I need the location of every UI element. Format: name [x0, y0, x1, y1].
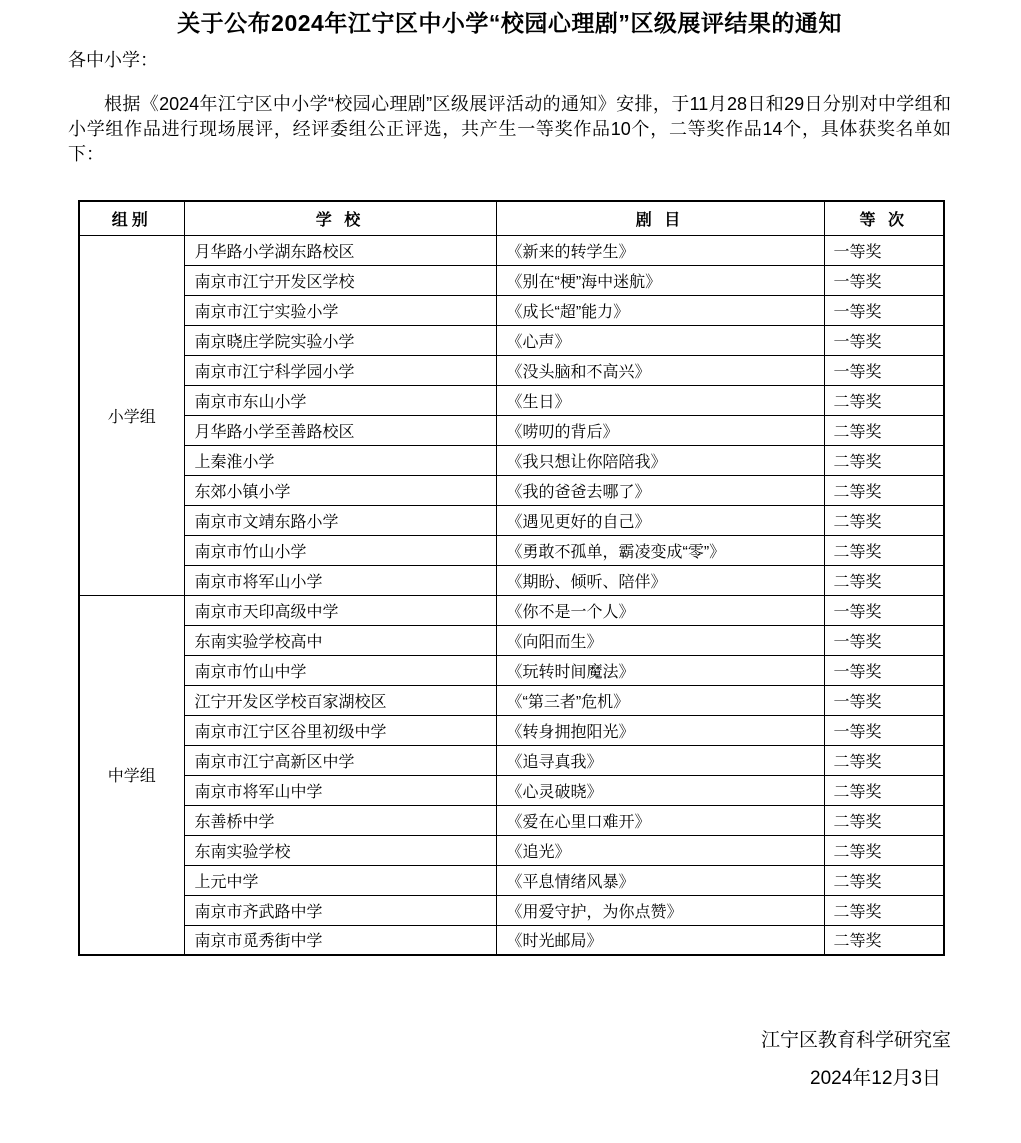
- drama-cell: 《没头脑和不高兴》: [496, 355, 824, 385]
- body-paragraph: 根据《2024年江宁区中小学“校园心理剧”区级展评活动的通知》安排，于11月28日和29日分别对中学组和小学组作品进行现场展评，经评委组公正评选，共产生一等奖作品10个，二等奖作品14个，具体获奖名单如下：: [68, 94, 951, 164]
- table-row: [79, 415, 944, 445]
- school-cell: 南京市觅秀街中学: [184, 925, 496, 955]
- table-row: [79, 235, 944, 265]
- table-row: [79, 325, 944, 355]
- rank-cell: 一等奖: [824, 625, 944, 655]
- rank-cell: 二等奖: [824, 775, 944, 805]
- school-cell: 江宁开发区学校百家湖校区: [184, 685, 496, 715]
- signature: 江宁区教育科学研究室: [760, 1030, 951, 1051]
- drama-cell: 《别在“梗”海中迷航》: [496, 265, 824, 295]
- drama-cell: 《用爱守护，为你点赞》: [496, 895, 824, 925]
- salutation: 各中小学：: [68, 50, 158, 70]
- table-row: [79, 655, 944, 685]
- school-cell: 上元中学: [184, 865, 496, 895]
- school-cell: 月华路小学湖东路校区: [184, 235, 496, 265]
- table-row: [79, 475, 944, 505]
- table-row: [79, 865, 944, 895]
- rank-cell: 二等奖: [824, 505, 944, 535]
- drama-cell: 《新来的转学生》: [496, 235, 824, 265]
- table-row: [79, 595, 944, 625]
- rank-cell: 二等奖: [824, 835, 944, 865]
- school-cell: 东南实验学校高中: [184, 625, 496, 655]
- drama-cell: 《生日》: [496, 385, 824, 415]
- school-cell: 南京市江宁高新区中学: [184, 745, 496, 775]
- drama-cell: 《心声》: [496, 325, 824, 355]
- school-cell: 南京市竹山中学: [184, 655, 496, 685]
- school-cell: 南京晓庄学院实验小学: [184, 325, 496, 355]
- rank-cell: 一等奖: [824, 715, 944, 745]
- drama-cell: 《唠叨的背后》: [496, 415, 824, 445]
- rank-cell: 二等奖: [824, 565, 944, 595]
- rank-cell: 二等奖: [824, 385, 944, 415]
- document-date: 2024年12月3日: [810, 1068, 941, 1089]
- rank-cell: 二等奖: [824, 415, 944, 445]
- table-row: [79, 295, 944, 325]
- rank-cell: 一等奖: [824, 235, 944, 265]
- school-cell: 月华路小学至善路校区: [184, 415, 496, 445]
- drama-cell: 《我的爸爸去哪了》: [496, 475, 824, 505]
- rank-cell: 一等奖: [824, 655, 944, 685]
- school-cell: 南京市齐武路中学: [184, 895, 496, 925]
- school-cell: 南京市江宁科学园小学: [184, 355, 496, 385]
- drama-cell: 《“第三者”危机》: [496, 685, 824, 715]
- rank-cell: 一等奖: [824, 295, 944, 325]
- drama-cell: 《爱在心里口难开》: [496, 805, 824, 835]
- footer-block: [68, 1022, 951, 1098]
- drama-cell: 《勇敢不孤单，霸凌变成“零”》: [496, 535, 824, 565]
- drama-cell: 《期盼、倾听、陪伴》: [496, 565, 824, 595]
- table-row: [79, 895, 944, 925]
- table-row: [79, 925, 944, 955]
- rank-cell: 二等奖: [824, 475, 944, 505]
- header-school: 学 校: [184, 201, 496, 235]
- table-row: [79, 265, 944, 295]
- table-row: [79, 715, 944, 745]
- drama-cell: 《平息情绪风暴》: [496, 865, 824, 895]
- rank-cell: 二等奖: [824, 805, 944, 835]
- drama-cell: 《玩转时间魔法》: [496, 655, 824, 685]
- header-drama: 剧 目: [496, 201, 824, 235]
- results-table: [78, 200, 945, 956]
- table-row: [79, 385, 944, 415]
- rank-cell: 二等奖: [824, 535, 944, 565]
- rank-cell: 二等奖: [824, 745, 944, 775]
- rank-cell: 一等奖: [824, 595, 944, 625]
- table-row: [79, 505, 944, 535]
- table-row: [79, 445, 944, 475]
- drama-cell: 《转身拥抱阳光》: [496, 715, 824, 745]
- school-cell: 南京市将军山小学: [184, 565, 496, 595]
- document-title: 关于公布2024年江宁区中小学“校园心理剧”区级展评结果的通知: [177, 10, 842, 36]
- school-cell: 东善桥中学: [184, 805, 496, 835]
- school-cell: 南京市文靖东路小学: [184, 505, 496, 535]
- rank-cell: 二等奖: [824, 895, 944, 925]
- school-cell: 上秦淮小学: [184, 445, 496, 475]
- school-cell: 南京市东山小学: [184, 385, 496, 415]
- table-row: [79, 745, 944, 775]
- rank-cell: 一等奖: [824, 265, 944, 295]
- rank-cell: 一等奖: [824, 325, 944, 355]
- table-row: [79, 565, 944, 595]
- header-group: 组别: [79, 201, 184, 235]
- table-row: [79, 355, 944, 385]
- header-rank: 等 次: [824, 201, 944, 235]
- table-row: [79, 625, 944, 655]
- school-cell: 东南实验学校: [184, 835, 496, 865]
- school-cell: 南京市江宁开发区学校: [184, 265, 496, 295]
- table-row: [79, 685, 944, 715]
- drama-cell: 《时光邮局》: [496, 925, 824, 955]
- table-row: [79, 835, 944, 865]
- group-cell-primary: 小学组: [79, 235, 184, 595]
- school-cell: 南京市将军山中学: [184, 775, 496, 805]
- drama-cell: 《追光》: [496, 835, 824, 865]
- rank-cell: 一等奖: [824, 355, 944, 385]
- drama-cell: 《成长“超”能力》: [496, 295, 824, 325]
- drama-cell: 《遇见更好的自己》: [496, 505, 824, 535]
- table-row: [79, 535, 944, 565]
- table-row: [79, 805, 944, 835]
- school-cell: 南京市天印高级中学: [184, 595, 496, 625]
- school-cell: 南京市江宁区谷里初级中学: [184, 715, 496, 745]
- drama-cell: 《我只想让你陪陪我》: [496, 445, 824, 475]
- group-cell-middle: 中学组: [79, 595, 184, 955]
- table-header-row: [79, 201, 944, 235]
- school-cell: 南京市江宁实验小学: [184, 295, 496, 325]
- drama-cell: 《你不是一个人》: [496, 595, 824, 625]
- drama-cell: 《追寻真我》: [496, 745, 824, 775]
- school-cell: 南京市竹山小学: [184, 535, 496, 565]
- rank-cell: 二等奖: [824, 865, 944, 895]
- drama-cell: 《心灵破晓》: [496, 775, 824, 805]
- school-cell: 东郊小镇小学: [184, 475, 496, 505]
- table-row: [79, 775, 944, 805]
- drama-cell: 《向阳而生》: [496, 625, 824, 655]
- rank-cell: 二等奖: [824, 445, 944, 475]
- rank-cell: 二等奖: [824, 925, 944, 955]
- rank-cell: 一等奖: [824, 685, 944, 715]
